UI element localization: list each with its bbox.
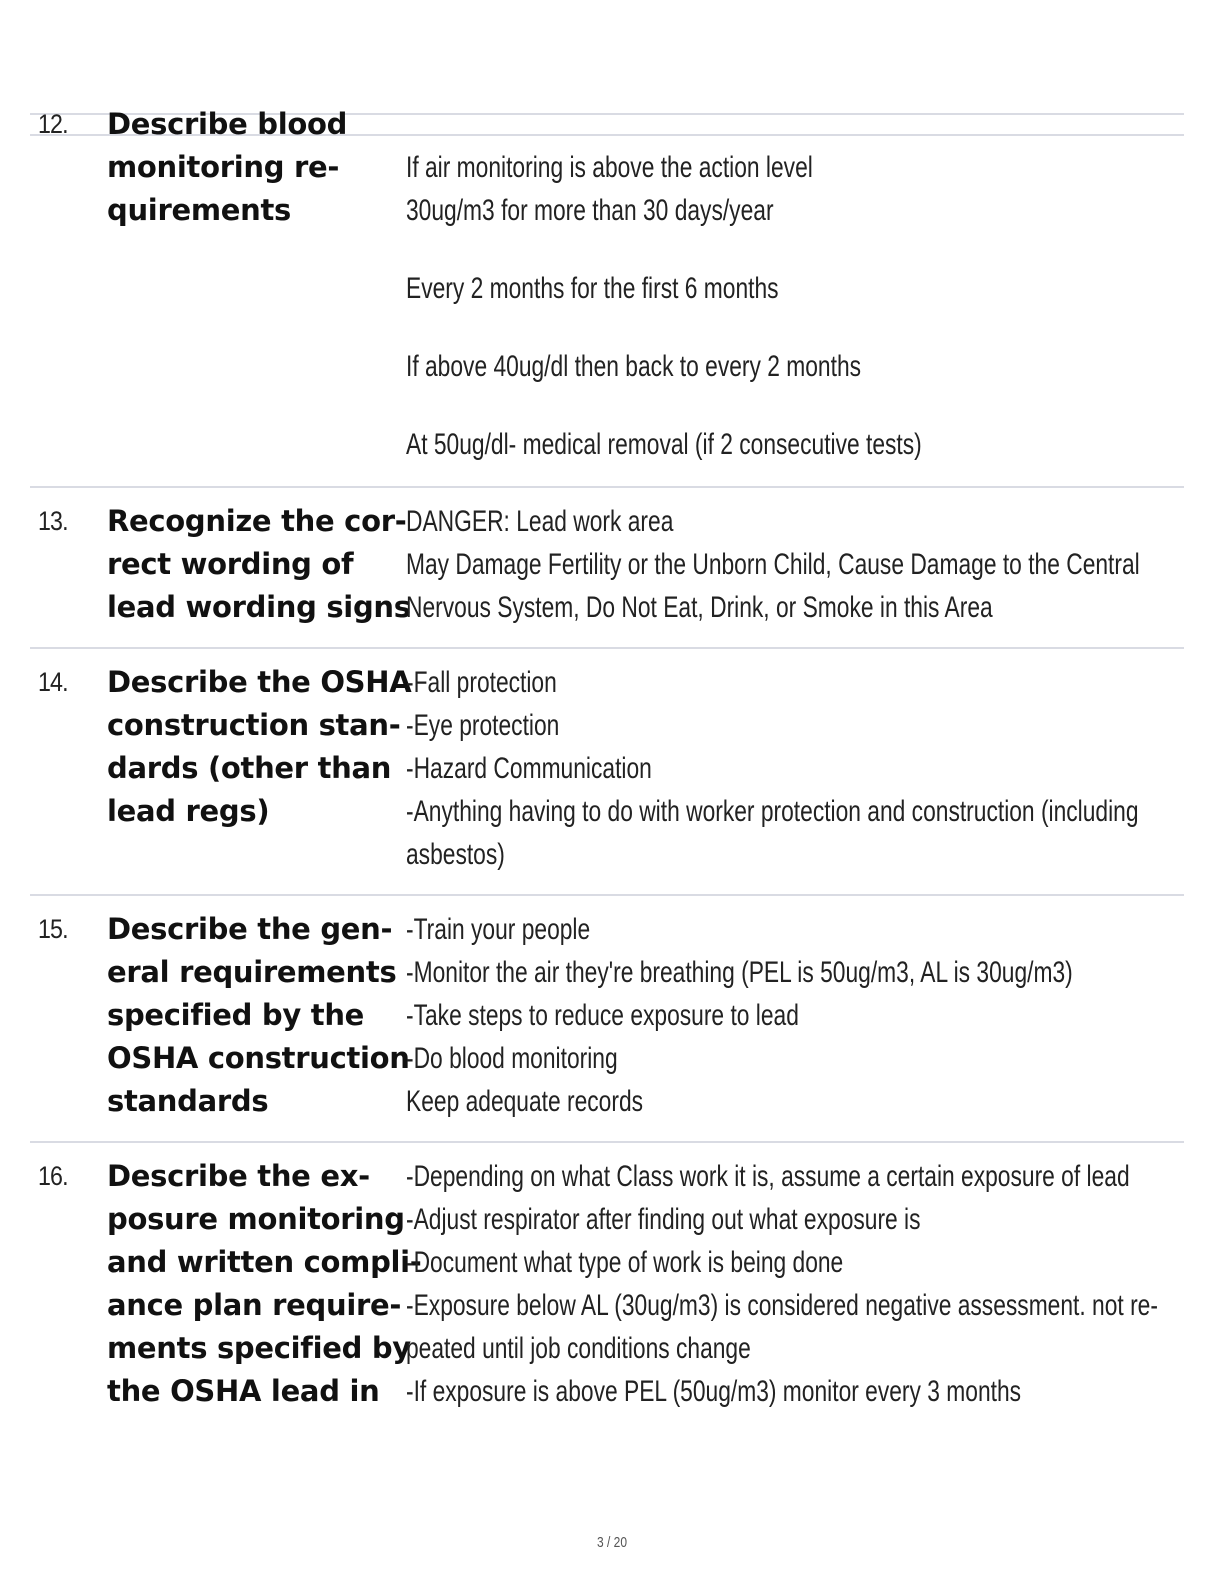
definition-line: Nervous System, Do Not Eat, Drink, or Smoke in this Area	[406, 591, 993, 624]
definition-line: -Anything having to do with worker protection and construction (including	[406, 795, 1139, 828]
term-line: and written compli-	[107, 1245, 422, 1279]
term-line: specified by the	[107, 998, 365, 1032]
term-line: lead regs)	[107, 794, 270, 828]
term-line: Describe blood	[107, 107, 348, 141]
term-line: the OSHA lead in	[107, 1374, 380, 1408]
term-line: lead wording signs	[107, 590, 411, 624]
term-line: monitoring re-	[107, 150, 340, 184]
term-line: posure monitoring	[107, 1202, 405, 1236]
row-divider	[30, 486, 1184, 488]
definition-line: -Hazard Communication	[406, 752, 652, 785]
definition-line: At 50ug/dl- medical removal (if 2 consecutive tests)	[406, 428, 922, 461]
definition-line	[406, 310, 999, 345]
item-definition	[406, 103, 1186, 466]
term-line: rect wording of	[107, 547, 354, 581]
item-definition	[406, 661, 1186, 876]
item-definition	[406, 500, 1186, 629]
definition-line: -Adjust respirator after finding out what exposure is	[406, 1203, 921, 1236]
item-term	[107, 908, 410, 1123]
term-line: ance plan require-	[107, 1288, 402, 1322]
definition-line: If air monitoring is above the action level	[406, 151, 813, 184]
definition-line: -Monitor the air they're breathing (PEL is 50ug/m3, AL is 30ug/m3)	[406, 956, 1073, 989]
definition-line: -If exposure is above PEL (50ug/m3) monitor every 3 months	[406, 1375, 1022, 1408]
term-line: dards (other than	[107, 751, 392, 785]
definition-line	[406, 388, 999, 423]
definition-line: -Document what type of work is being done	[406, 1246, 844, 1279]
definition-line: DANGER: Lead work area	[406, 505, 674, 538]
definition-line: -Fall protection	[406, 666, 557, 699]
term-line: ments specified by	[107, 1331, 411, 1365]
definition-line: asbestos)	[406, 838, 505, 871]
definition-line: -Exposure below AL (30ug/m3) is considered negative assessment. not re-	[406, 1289, 1158, 1322]
term-line: standards	[107, 1084, 269, 1118]
term-line: OSHA construction	[107, 1041, 410, 1075]
row-divider	[30, 894, 1184, 896]
definition-line: peated until job conditions change	[406, 1332, 751, 1365]
item-term	[107, 1155, 422, 1413]
term-line: Recognize the cor-	[107, 504, 407, 538]
term-line: eral requirements	[107, 955, 397, 989]
item-number: 13.	[38, 506, 68, 536]
item-number: 14.	[38, 667, 68, 697]
definition-line: If above 40ug/dl then back to every 2 months	[406, 350, 862, 383]
definition-line: -Eye protection	[406, 709, 560, 742]
definition-line: -Take steps to reduce exposure to lead	[406, 999, 799, 1032]
definition-line	[406, 103, 999, 146]
page-number: 3 / 20	[596, 1534, 628, 1551]
item-number: 16.	[38, 1161, 68, 1191]
definition-line: Keep adequate records	[406, 1085, 644, 1118]
definition-line: 30ug/m3 for more than 30 days/year	[406, 194, 774, 227]
row-divider	[30, 647, 1184, 649]
definition-line: -Do blood monitoring	[406, 1042, 618, 1075]
term-line: Describe the ex-	[107, 1159, 370, 1193]
item-number: 15.	[38, 914, 68, 944]
definition-line: -Depending on what Class work it is, assume a certain exposure of lead	[406, 1160, 1130, 1193]
item-term	[107, 103, 399, 232]
definition-line: -Train your people	[406, 913, 591, 946]
definition-line	[406, 232, 999, 267]
row-divider	[30, 1141, 1184, 1143]
term-line: Describe the gen-	[107, 912, 393, 946]
item-number: 12.	[38, 109, 68, 139]
definition-line: May Damage Fertility or the Unborn Child, Cause Damage to the Central	[406, 548, 1140, 581]
item-term	[107, 500, 411, 629]
term-line: construction stan-	[107, 708, 401, 742]
item-definition	[406, 1155, 1186, 1413]
item-definition	[406, 908, 1186, 1123]
item-term	[107, 661, 412, 833]
definition-line: Every 2 months for the first 6 months	[406, 272, 779, 305]
term-line: Describe the OSHA	[107, 665, 412, 699]
term-line: quirements	[107, 193, 291, 227]
